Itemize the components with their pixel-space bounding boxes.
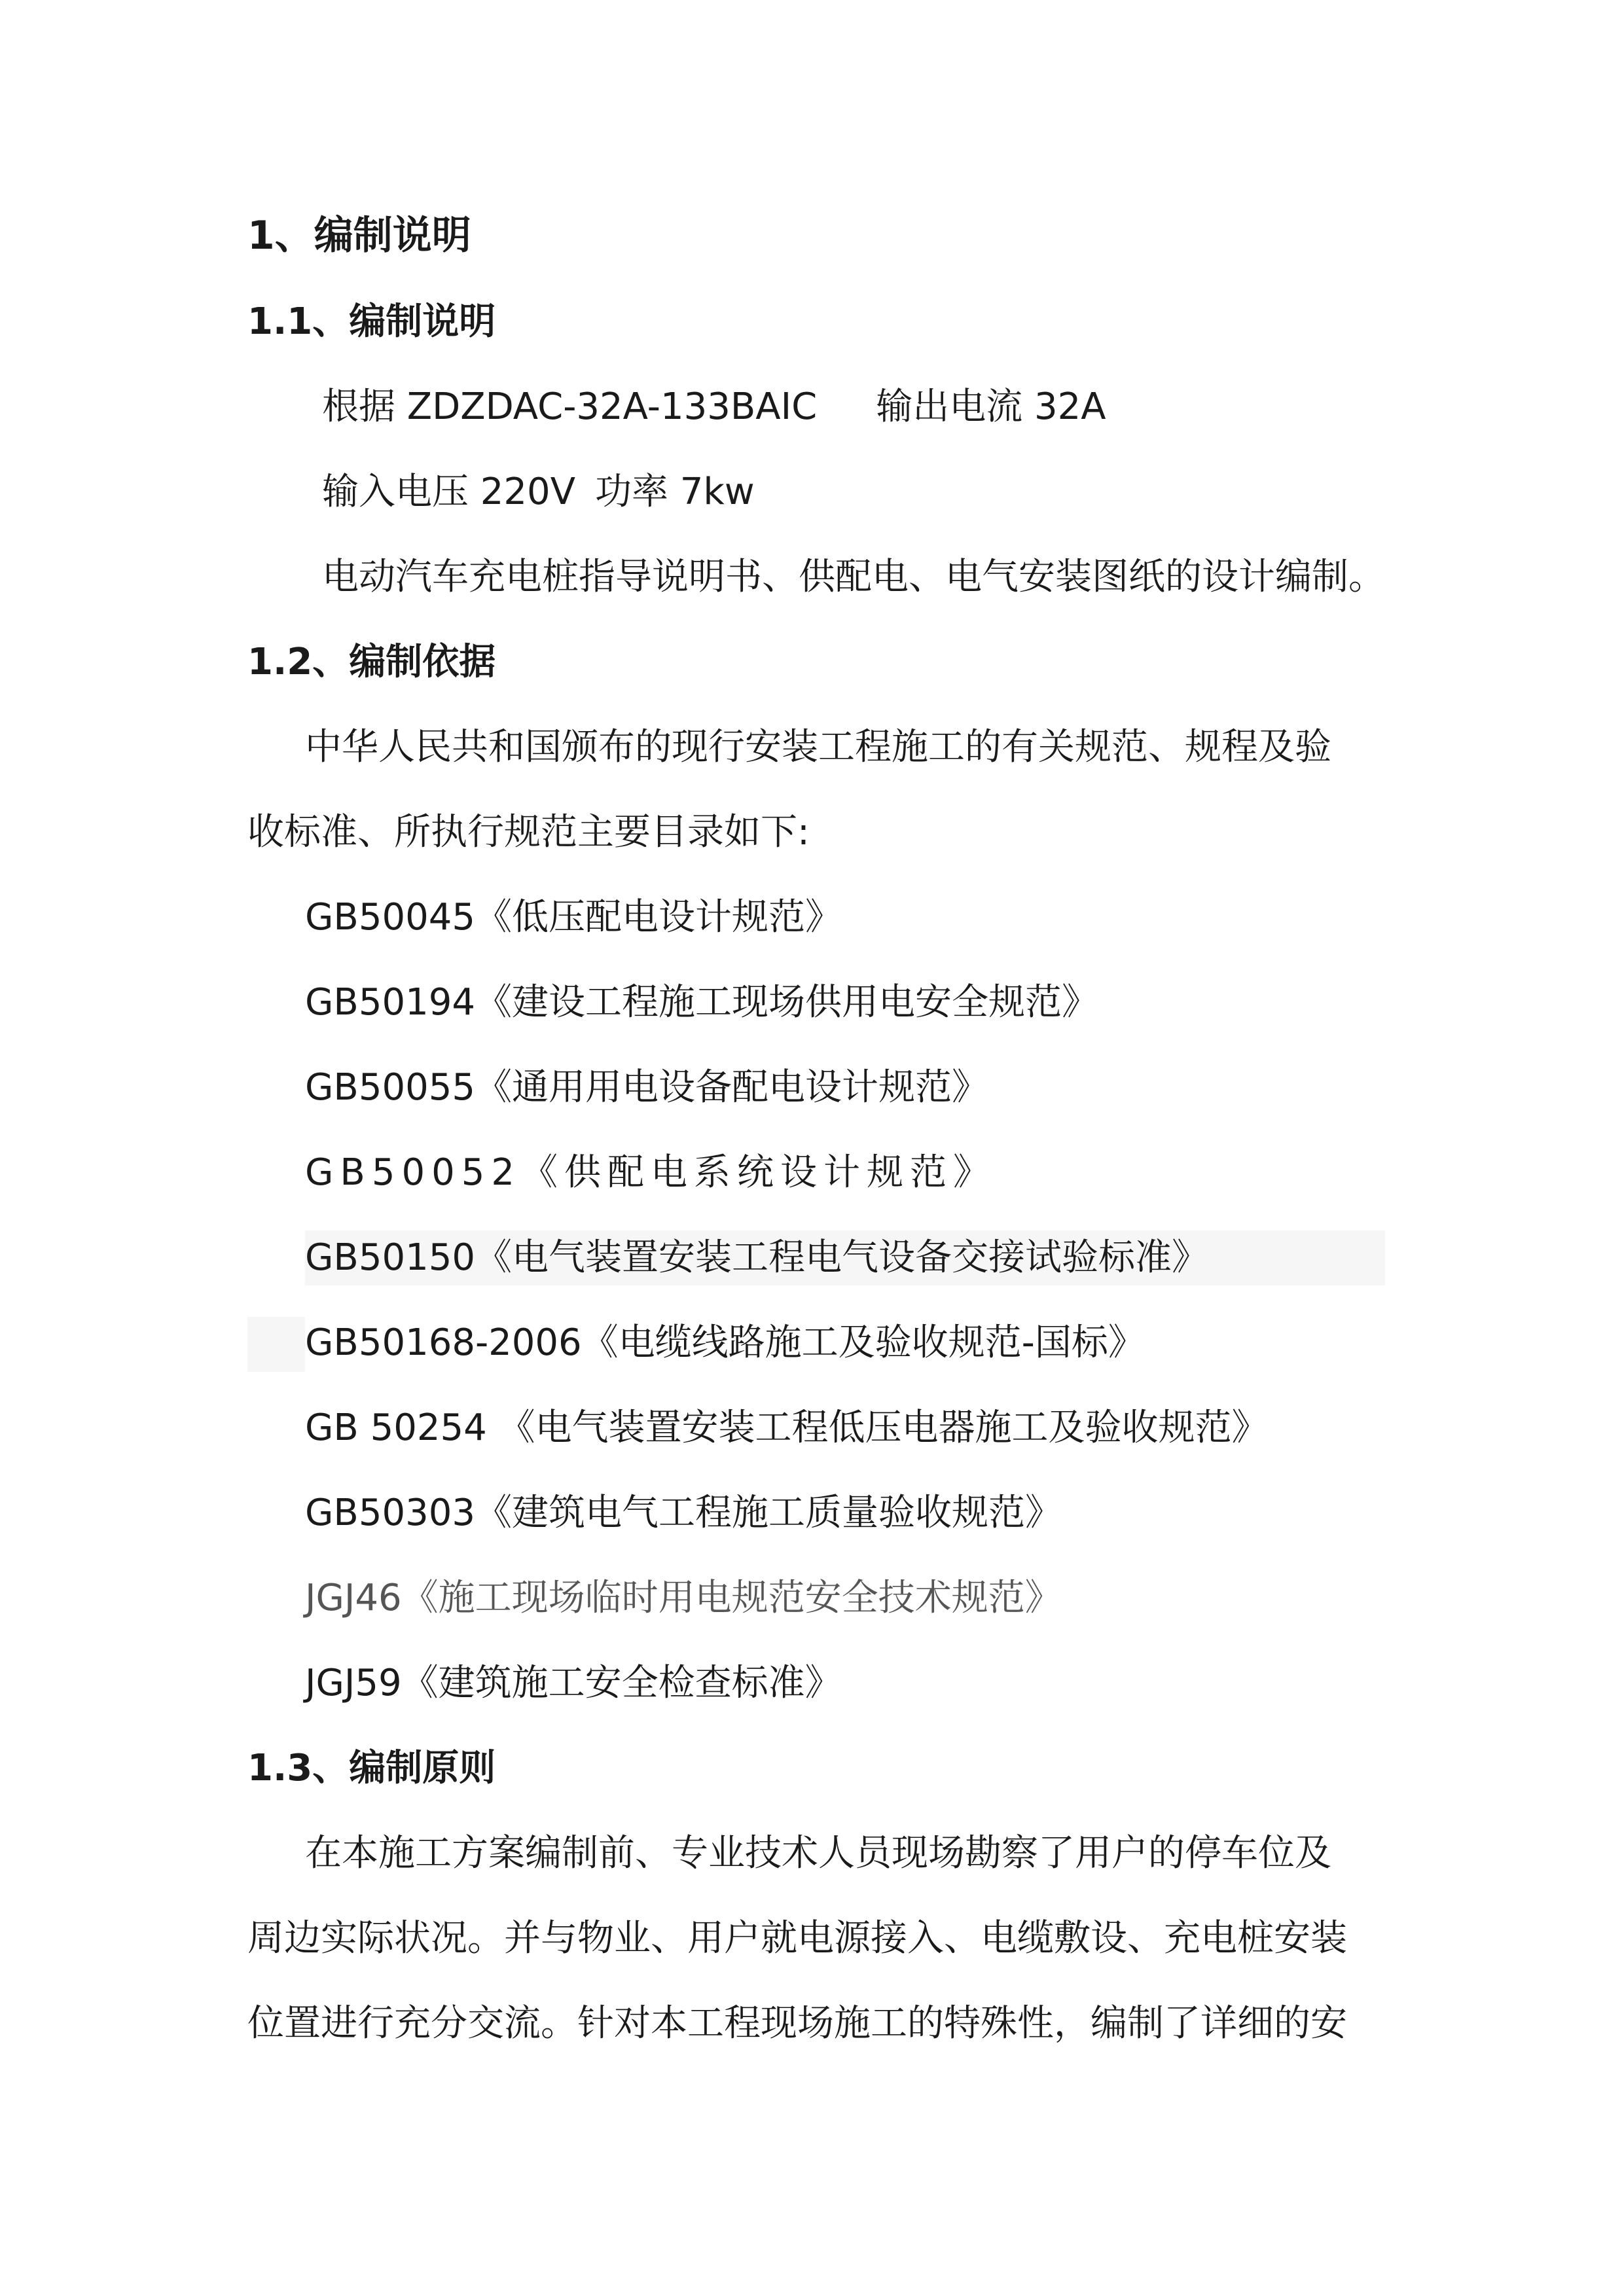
standard-item: JGJ59《建筑施工安全检查标准》 xyxy=(305,1662,842,1704)
paragraph-line: 位置进行充分交流。针对本工程现场施工的特殊性，编制了详细的安 xyxy=(247,2002,1347,2045)
paragraph-line: 周边实际状况。并与物业、用户就电源接入、电缆敷设、充电桩安装 xyxy=(247,1917,1347,1960)
paragraph-line: 中华人民共和国颁布的现行安装工程施工的有关规范、规程及验 xyxy=(305,726,1331,768)
highlight-shading xyxy=(247,1317,305,1372)
standard-item: GB50055《通用用电设备配电设计规范》 xyxy=(305,1066,988,1109)
standard-item: JGJ46《施工现场临时用电规范安全技术规范》 xyxy=(305,1577,1062,1619)
model-spec: 根据 ZDZDAC-32A-133BAIC xyxy=(322,386,818,428)
main-heading: 1、编制说明 xyxy=(247,213,471,259)
standard-item: GB50303《建筑电气工程施工质量验收规范》 xyxy=(305,1492,1062,1534)
input-voltage: 输入电压 220V xyxy=(322,471,575,513)
output-current: 输出电流 32A xyxy=(876,386,1106,428)
section-1-1-title: 1.1、编制说明 xyxy=(247,300,496,343)
paragraph-line: 收标准、所执行规范主要目录如下: xyxy=(247,811,810,853)
voltage-power-line xyxy=(322,466,755,518)
standard-item: GB50045《低压配电设计规范》 xyxy=(305,896,842,939)
standard-item: GB50150《电气装置安装工程电气设备交接试验标准》 xyxy=(305,1236,1208,1279)
basis-line: 电动汽车充电桩指导说明书、供配电、电气安装图纸的设计编制。 xyxy=(322,556,1385,598)
section-1-2-title: 1.2、编制依据 xyxy=(247,641,496,683)
model-line xyxy=(322,381,1106,433)
standard-item: GB50194《建设工程施工现场供用电安全规范》 xyxy=(305,981,1098,1024)
standard-item: GB 50254 《电气装置安装工程低压电器施工及验收规范》 xyxy=(305,1407,1269,1449)
section-1-3-title: 1.3、编制原则 xyxy=(247,1747,496,1789)
standard-item: GB50168-2006《电缆线路施工及验收规范-国标》 xyxy=(305,1321,1145,1364)
paragraph-line: 在本施工方案编制前、专业技术人员现场勘察了用户的停车位及 xyxy=(305,1832,1331,1874)
standard-item: GB50052《供配电系统设计规范》 xyxy=(305,1151,996,1194)
power-rating: 功率 7kw xyxy=(595,471,755,513)
